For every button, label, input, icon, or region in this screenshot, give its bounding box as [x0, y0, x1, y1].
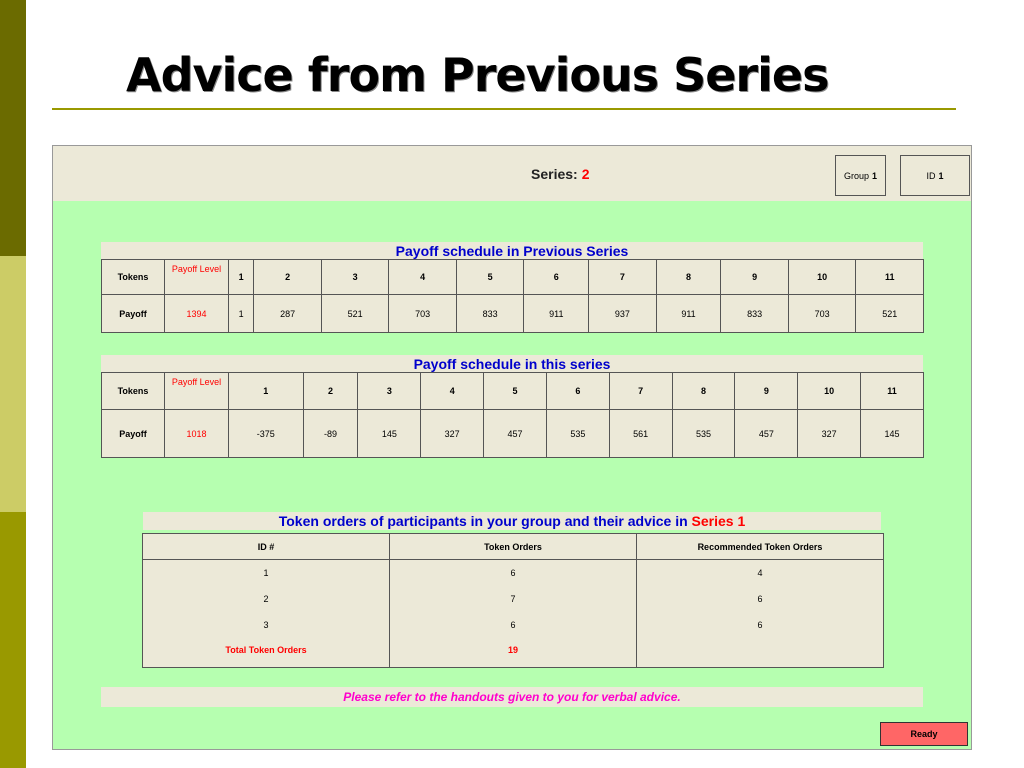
token-cell: 2 — [254, 260, 322, 295]
title-divider — [52, 108, 956, 110]
series-label: Series: — [531, 166, 578, 182]
payoff-cell: 1 — [229, 295, 254, 333]
group-label: Group — [843, 170, 869, 181]
payoff-cell: 145 — [358, 410, 421, 458]
token-cell: 4 — [421, 373, 484, 410]
orders-title-series: Series 1 — [691, 513, 746, 529]
app-window — [52, 145, 972, 750]
table-row — [143, 586, 884, 612]
row-recommended: 6 — [637, 586, 884, 612]
token-cell: 5 — [484, 373, 547, 410]
series-value: 2 — [581, 166, 590, 182]
advice-note: Please refer to the handouts given to you for verbal advice. — [101, 687, 923, 707]
token-cell: 8 — [656, 260, 721, 295]
row-orders: 7 — [390, 586, 637, 612]
column-header-recommended: Recommended Token Orders — [637, 534, 884, 560]
token-cell: 9 — [735, 373, 798, 410]
left-stripe-bottom — [0, 512, 26, 768]
payoff-level-label: Payoff Level — [165, 373, 229, 410]
payoff-level-value: 1394 — [165, 295, 229, 333]
ready-button[interactable]: Ready — [880, 722, 968, 746]
current-payoff-table — [101, 372, 924, 458]
payoff-cell: -375 — [229, 410, 304, 458]
token-cell: 6 — [524, 260, 589, 295]
table-row — [143, 612, 884, 638]
payoff-cell: 833 — [721, 295, 789, 333]
table-row — [102, 373, 924, 410]
row-id: 2 — [143, 586, 390, 612]
payoff-label: Payoff — [102, 410, 165, 458]
orders-title-text: Token orders of participants in your group and their advice in — [278, 513, 688, 529]
payoff-cell: 327 — [421, 410, 484, 458]
token-cell: 6 — [546, 373, 609, 410]
column-header-id: ID # — [143, 534, 390, 560]
slide-title: Advice from Previous Series — [126, 48, 829, 102]
payoff-cell: 145 — [861, 410, 924, 458]
row-orders: 6 — [390, 612, 637, 638]
token-cell: 11 — [856, 260, 924, 295]
token-cell: 7 — [589, 260, 657, 295]
payoff-cell: 833 — [456, 295, 524, 333]
payoff-cell: 327 — [798, 410, 861, 458]
left-stripe-top — [0, 0, 26, 256]
column-header-token-orders: Token Orders — [390, 534, 637, 560]
token-cell: 5 — [456, 260, 524, 295]
payoff-cell: 457 — [735, 410, 798, 458]
payoff-cell: 703 — [389, 295, 457, 333]
token-cell: 3 — [358, 373, 421, 410]
payoff-cell: 535 — [546, 410, 609, 458]
payoff-cell: 911 — [656, 295, 721, 333]
row-id: 3 — [143, 612, 390, 638]
token-cell: 1 — [229, 260, 254, 295]
payoff-cell: 937 — [589, 295, 657, 333]
row-recommended: 4 — [637, 560, 884, 586]
top-bar — [53, 146, 971, 201]
current-schedule-title: Payoff schedule in this series — [101, 355, 923, 373]
table-row — [102, 260, 924, 295]
total-value: 19 — [390, 638, 637, 668]
tokens-label: Tokens — [102, 260, 165, 295]
token-cell: 8 — [672, 373, 735, 410]
token-cell: 4 — [389, 260, 457, 295]
total-empty-cell — [637, 638, 884, 668]
payoff-level-label: Payoff Level — [165, 260, 229, 295]
table-row — [102, 295, 924, 333]
previous-payoff-table — [101, 259, 924, 333]
payoff-level-value: 1018 — [165, 410, 229, 458]
token-cell: 3 — [321, 260, 389, 295]
token-cell: 11 — [861, 373, 924, 410]
row-orders: 6 — [390, 560, 637, 586]
group-value: 1 — [872, 170, 878, 181]
token-cell: 7 — [609, 373, 672, 410]
previous-schedule-title: Payoff schedule in Previous Series — [101, 242, 923, 260]
payoff-cell: 521 — [856, 295, 924, 333]
total-label: Total Token Orders — [143, 638, 390, 668]
series-indicator — [531, 166, 590, 182]
row-id: 1 — [143, 560, 390, 586]
payoff-cell: 911 — [524, 295, 589, 333]
id-label: ID — [926, 170, 936, 181]
id-box — [900, 155, 970, 196]
payoff-label: Payoff — [102, 295, 165, 333]
table-row-total — [143, 638, 884, 668]
token-cell: 9 — [721, 260, 789, 295]
table-header-row — [143, 534, 884, 560]
orders-title — [143, 512, 881, 530]
group-box — [835, 155, 886, 196]
payoff-cell: -89 — [303, 410, 358, 458]
orders-table — [142, 533, 884, 668]
payoff-cell: 561 — [609, 410, 672, 458]
token-cell: 2 — [303, 373, 358, 410]
payoff-cell: 521 — [321, 295, 389, 333]
table-row — [102, 410, 924, 458]
id-value: 1 — [938, 170, 944, 181]
payoff-cell: 287 — [254, 295, 322, 333]
payoff-cell: 457 — [484, 410, 547, 458]
payoff-cell: 703 — [788, 295, 856, 333]
payoff-cell: 535 — [672, 410, 735, 458]
row-recommended: 6 — [637, 612, 884, 638]
token-cell: 10 — [798, 373, 861, 410]
table-row — [143, 560, 884, 586]
token-cell: 1 — [229, 373, 304, 410]
token-cell: 10 — [788, 260, 856, 295]
tokens-label: Tokens — [102, 373, 165, 410]
left-stripe-middle — [0, 256, 26, 512]
